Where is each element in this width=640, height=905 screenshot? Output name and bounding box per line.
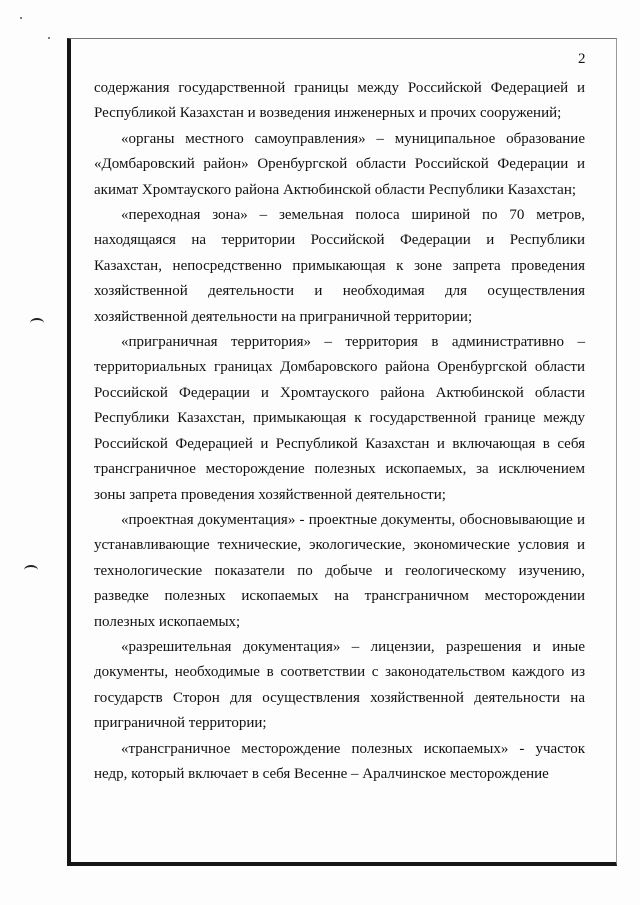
scan-speck <box>20 17 22 19</box>
paragraph-border-territory: «приграничная территория» – территория в административно – территориальных границах Домбаровского района Оренбургской области Российской Федерации и Хромтауского района Актюбинской области Республики Казахстан, примыкающая к государственной границе между Российской Федерацией и Республикой Казахстан и включающая в себя трансграничное месторождение полезных ископаемых, за исключением зоны запрета проведения хозяйственной деятельности; <box>94 334 585 503</box>
paragraph-transition-zone: «переходная зона» – земельная полоса шириной по 70 метров, находящаяся на территории Российской Федерации и Республики Казахстан, непосредственно примыкающая к зоне запрета проведения хозяйственной деятельности и необходимая для осуществления хозяйственной деятельности на приграничной территории; <box>94 207 585 325</box>
paragraph-permit-documentation: «разрешительная документация» – лицензии, разрешения и иные документы, необходимые в соответствии с законодательством каждого из государств Сторон для осуществления хозяйственной деятельности на приграничной территории; <box>94 638 585 732</box>
page-number: 2 <box>578 51 586 67</box>
scan-speck <box>48 37 50 39</box>
paragraph-local-authorities: «органы местного самоуправления» – муниципальное образование «Домбаровский район» Оренбургской области Российской Федерации и акимат Хромтауского района Актюбинской области Республики Казахстан; <box>94 130 585 198</box>
punch-hole-mark <box>24 565 38 575</box>
punch-hole-mark <box>30 318 44 328</box>
paragraph-continuation: содержания государственной границы между Российской Федерацией и Республикой Казахстан и возведения инженерных и прочих сооружений; <box>94 80 585 122</box>
document-text <box>94 76 585 787</box>
paragraph-transboundary-deposit: «трансграничное месторождение полезных ископаемых» - участок недр, который включает в себя Весенне – Аралчинское месторождение <box>94 740 585 782</box>
paragraph-project-documentation: «проектная документация» - проектные документы, обосновывающие и устанавливающие технические, экологические, экономические условия и технологические показатели по добыче и геологическому изучению, разведке полезных ископаемых на трансграничном месторождении полезных ископаемых; <box>94 511 585 630</box>
